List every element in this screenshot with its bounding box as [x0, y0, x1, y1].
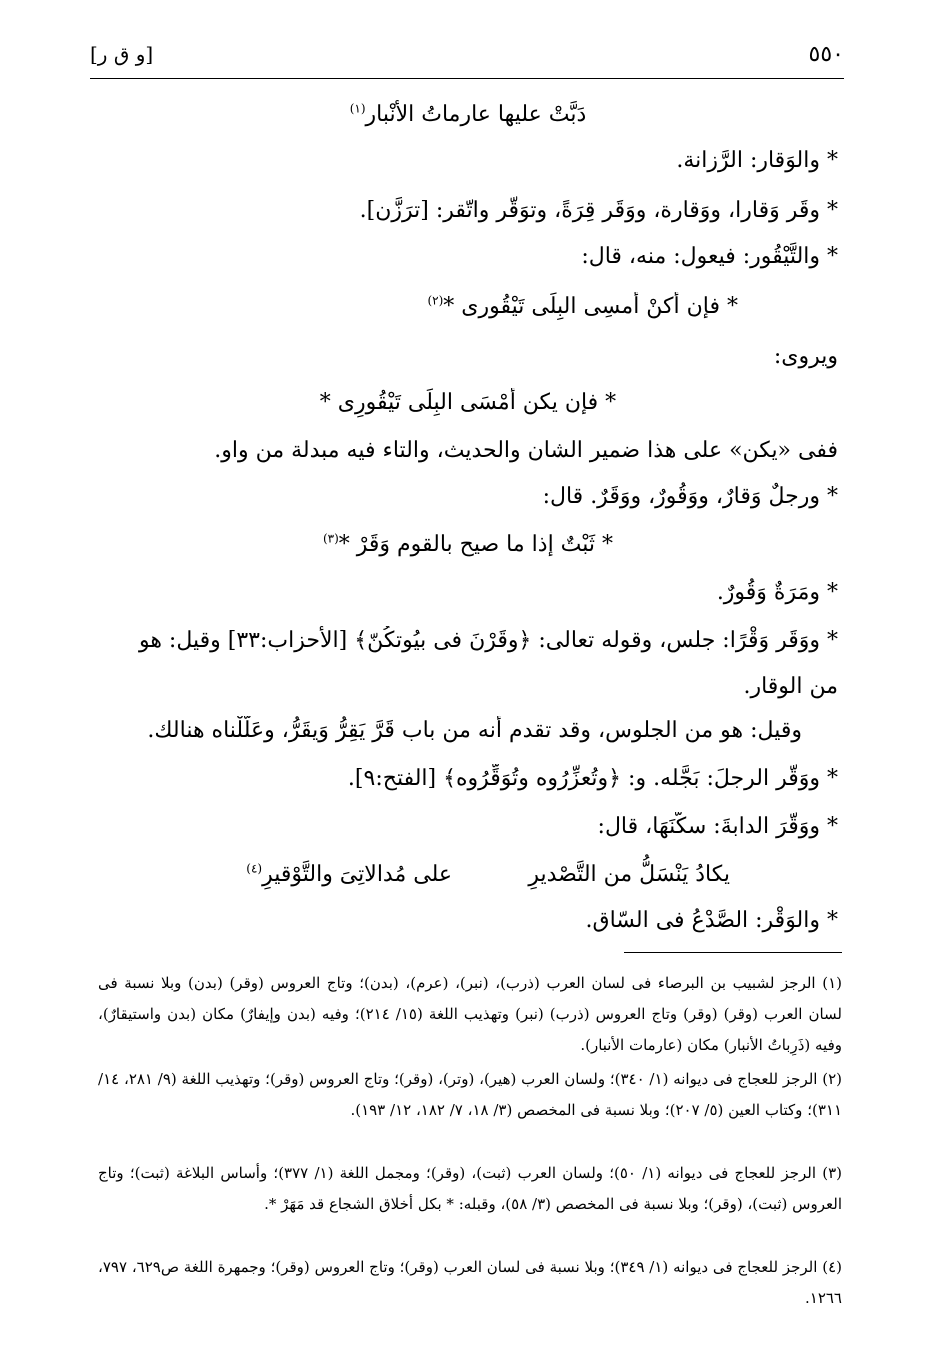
footnote-rule	[624, 952, 842, 953]
footnote: (٢) الرجز للعجاج فى ديوانه (١/ ٣٤٠)؛ ولسان العرب (هير)، (وتر)، (وقر)؛ وتاج العروس (وقر)؛ وتهذيب اللغة (٩/ ٢٨١، ١٤/ ٣١١)؛ وكتاب العين (٥/ ٢٠٧)؛ وبلا نسبة فى المخصص (٣/ ١٨، ٧/ ١٨٢، ١٢/ ١٩٣).	[98, 1070, 843, 1119]
entry-line: * ورجلٌ وَقارٌ، ووَقُورٌ، ووَقَرٌ. قال:	[542, 484, 838, 509]
verse-text: دَبَّتْ عليها عارماتُ الأنْبار	[365, 102, 587, 127]
verse-line	[98, 100, 838, 130]
footnote: (٤) الرجز للعجاج فى ديوانه (١/ ٣٤٩)؛ وبلا نسبة فى لسان العرب (وقر)؛ وتاج العروس (وقر)؛ وجمهرة اللغة ص٦٢٩، ٧٩٧، ١٢٦٦.	[98, 1258, 842, 1307]
entry-line: من الوقار.	[743, 674, 838, 699]
entry-line: ويروى:	[773, 344, 838, 369]
entry-line: * والوَقْر: الصَّدْعُ فى السّاق.	[585, 908, 838, 933]
entry-line: * ووَقَّر الرجلَ: بَجَّله. و: ﴿وتُعزِّرُوه وتُوَقِّرُوه﴾ [الفتح:٩].	[347, 766, 838, 791]
verse-line	[98, 388, 838, 418]
footnote-ref: (٤)	[246, 861, 263, 876]
footnote-ref: (١)	[349, 101, 366, 116]
footnote-ref: (٣)	[322, 531, 339, 546]
entry-line: ففى «يكن» على هذا ضمير الشان والحديث، والتاء فيه مبدلة من واو.	[214, 438, 838, 463]
footnote: (١) الرجز لشبيب بن البرصاء فى لسان العرب (ذرب)، (نبر)، (عرم)، (بدن)؛ وتاج العروس (وقر) (بدن) وبلا نسبة فى لسان العرب (وقر) (وقر) وتاج العروس (ذرب) (نبر) وتهذيب اللغة (١٥/ ٢١٤)؛ وفيه (بدن وإيفارٌ) مكان (بدن واستيقارٌ)، وفيه (ذَرِباتُ الأنبار) مكان (عارمات الأنبار).	[98, 974, 843, 1054]
entry-line: * ومَرَةٌ وَقُورٌ.	[716, 580, 838, 605]
page-number: ٥٥٠	[808, 42, 844, 67]
verse-line	[98, 292, 738, 322]
verse-text: * فإن أكنْ أُمسِى البِلَى تَيْقُورى *	[443, 294, 738, 319]
header-rule	[90, 78, 844, 79]
running-head: [و ق ر]	[90, 42, 154, 66]
verse-hemistich-first: يكادُ يَنْسَلُّ من التَّصْديرِ	[528, 862, 730, 887]
verse-hemistich-second	[222, 860, 452, 890]
verse-text: * فإن يكن أَمْسَى البِلَى تَيْقُورِى *	[319, 390, 617, 415]
footnote-ref: (٢)	[427, 293, 444, 308]
entry-line: وقيل: هو من الجلوس، وقد تقدم أنه من باب قَرَّ يَقِرُّ وَيقَرُّ، وعَلَّلْناه هنالك.	[147, 718, 802, 743]
entry-line: * ووَقَر وَقْرًا: جلس، وقوله تعالى: ﴿وقَرْنَ فى بيُوتكُنّ﴾ [الأحزاب:٣٣] وقيل: هو	[138, 628, 838, 653]
page-header	[90, 38, 844, 68]
entry-line: * والوَقار: الرَّزانة.	[676, 148, 838, 173]
entry-line: * وقَر وَقارا، ووَقارة، ووَقَر قِرَةً، وتوَقَّر واتّقر: [ترَزَّن].	[359, 198, 838, 223]
entry-line: * والتَّيْقُور: فيعول: منه، قال:	[581, 244, 838, 269]
verse-text: على مُدالاتِىَ والتَّوْقيرِ	[262, 862, 452, 887]
entry-line: * ووَقَّرَ الدابةَ: سكَّنَهَا، قال:	[597, 814, 838, 839]
verse-line	[98, 530, 838, 560]
footnote: (٣) الرجز للعجاج فى ديوانه (١/ ٥٠)؛ ولسان العرب (ثبت)، (وقر)؛ ومجمل اللغة (١/ ٣٧٧)؛ وأساس البلاغة (ثبت)؛ وتاج العروس (ثبت)، (وقر)؛ وبلا نسبة فى المخصص (٣/ ٥٨)، وقبله: * بكل أخلاق الشجاع قد مَهَرْ *.	[98, 1164, 842, 1213]
verse-text: * ثَبْتٌ إذا ما صيح بالقوم وَقَرْ *	[338, 532, 614, 557]
